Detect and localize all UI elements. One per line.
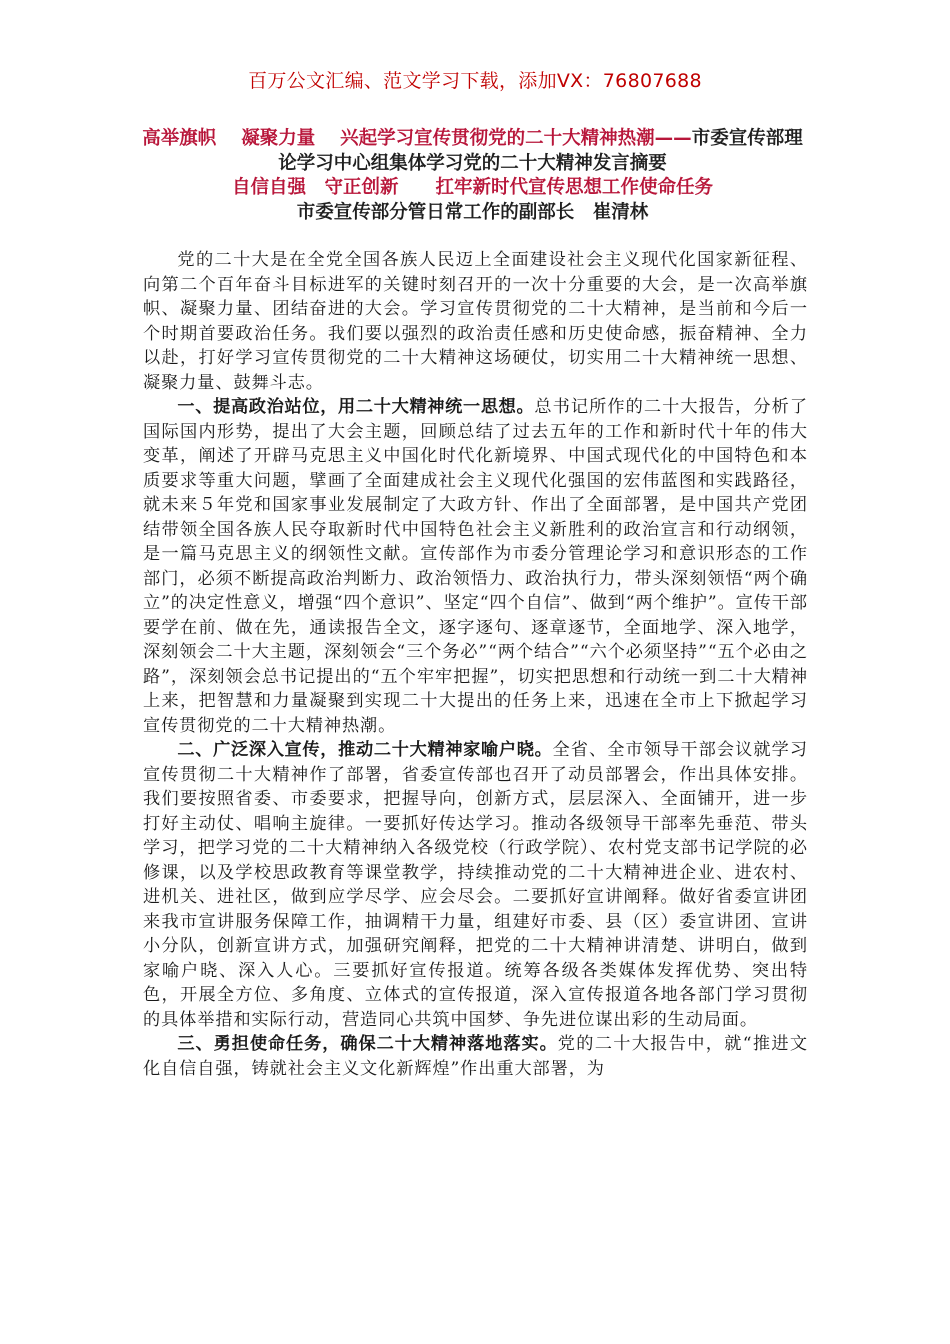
paragraph-section-1: [143, 395, 808, 738]
subtitle: 自信自强 守正创新 扛牢新时代宣传思想工作使命任务: [231, 177, 713, 198]
main-title: [140, 127, 805, 176]
paragraph-section-3: [143, 1032, 808, 1081]
section-heading: 三、勇担使命任务，确保二十大精神落地落实。: [177, 1034, 558, 1054]
paragraph-text: 全省、全市领导干部会议就学习宣传贯彻二十大精神作了部署，省委宣传部也召开了动员部署会，作出具体安排。我们要按照省委、市委要求，把握导向，创新方式，层层深入、全面铺开，进一步打好主动仗、唱响主旋律。一要抓好传达学习。推动各级领导干部率先垂范、带头学习，把学习党的二十大精神纳入各级党校（行政学院）、农村党支部书记学院的必修课，以及学校思政教育等课堂教学，持续推动党的二十大精神进企业、进农村、进机关、进社区，做到应学尽学、应会尽会。二要抓好宣讲阐释。做好省委宣讲团来我市宣讲服务保障工作，抽调精干力量，组建好市委、县（区）委宣讲团、宣讲小分队，创新宣讲方式，加强研究阐释，把党的二十大精神讲清楚、讲明白，做到家喻户晓、深入人心。三要抓好宣传报道。统筹各级各类媒体发挥优势、突出特色，开展全方位、多角度、立体式的宣传报道，深入宣传报道各地各部门学习贯彻的具体举措和实际行动，营造同心共筑中国梦、争先进位谋出彩的生动局面。: [143, 740, 808, 1030]
paragraph-text: 总书记所作的二十大报告，分析了国际国内形势，提出了大会主题，回顾总结了过去五年的工作和新时代十年的伟大变革，阐述了开辟马克思主义中国化时代化新境界、中国式现代化的中国特色和本质要求等重大问题，擘画了全面建成社会主义现代化强国的宏伟蓝图和实践路径，就未来５年党和国家事业发展制定了大政方针、作出了全面部署，是中国共产党团结带领全国各族人民夺取新时代中国特色社会主义新胜利的政治宣言和行动纲领，是一篇马克思主义的纲领性文献。宣传部作为市委分管理论学习和意识形态的工作部门，必须不断提高政治判断力、政治领悟力、政治执行力，带头深刻领悟“两个确立”的决定性意义，增强“四个意识”、坚定“四个自信”、做到“两个维护”。宣传干部要学在前、做在先，通读报告全文，逐字逐句、逐章逐节，全面地学、深入地学，深刻领会二十大主题，深刻领会“三个务必”“两个结合”“六个必须坚持”“五个必由之路”，深刻领会总书记提出的“五个牢牢把握”，切实把思想和行动统一到二十大精神上来，把智慧和力量凝聚到实现二十大提出的任务上来，迅速在全市上下掀起学习宣传贯彻党的二十大精神热潮。: [143, 397, 808, 736]
paragraph-text: 党的二十大是在全党全国各族人民迈上全面建设社会主义现代化国家新征程、向第二个百年奋斗目标进军的关键时刻召开的一次十分重要的大会，是一次高举旗帜、凝聚力量、团结奋进的大会。学习宣传贯彻党的二十大精神，是当前和今后一个时期首要政治任务。我们要以强烈的政治责任感和历史使命感，振奋精神、全力以赴，打好学习宣传贯彻党的二十大精神这场硬仗，切实用二十大精神统一思想、凝聚力量、鼓舞斗志。: [143, 250, 808, 393]
main-title-part1: 高举旗帜 凝聚力量 兴起学习宣传贯彻党的二十大精神热潮——: [142, 128, 692, 149]
section-heading: 二、广泛深入宣传，推动二十大精神家喻户晓。: [177, 740, 553, 760]
paragraph-section-2: [143, 738, 808, 1032]
paragraph-intro: [143, 248, 808, 395]
title-block: [140, 127, 805, 225]
author-line: 市委宣传部分管日常工作的副部长 崔清林: [296, 201, 649, 223]
watermark: 百万公文汇编、范文学习下载，添加VX：76807688: [248, 70, 702, 92]
paragraph-text: 党的二十大报告中，就“推进文化自信自强，铸就社会主义文化新辉煌”作出重大部署，为: [143, 1034, 808, 1079]
article-body: [143, 248, 808, 1081]
section-heading: 一、提高政治站位，用二十大精神统一思想。: [177, 397, 535, 417]
main-title-part2: 市委宣传部理论学习中心组集体学习党的二十大精神发言摘要: [278, 128, 803, 174]
